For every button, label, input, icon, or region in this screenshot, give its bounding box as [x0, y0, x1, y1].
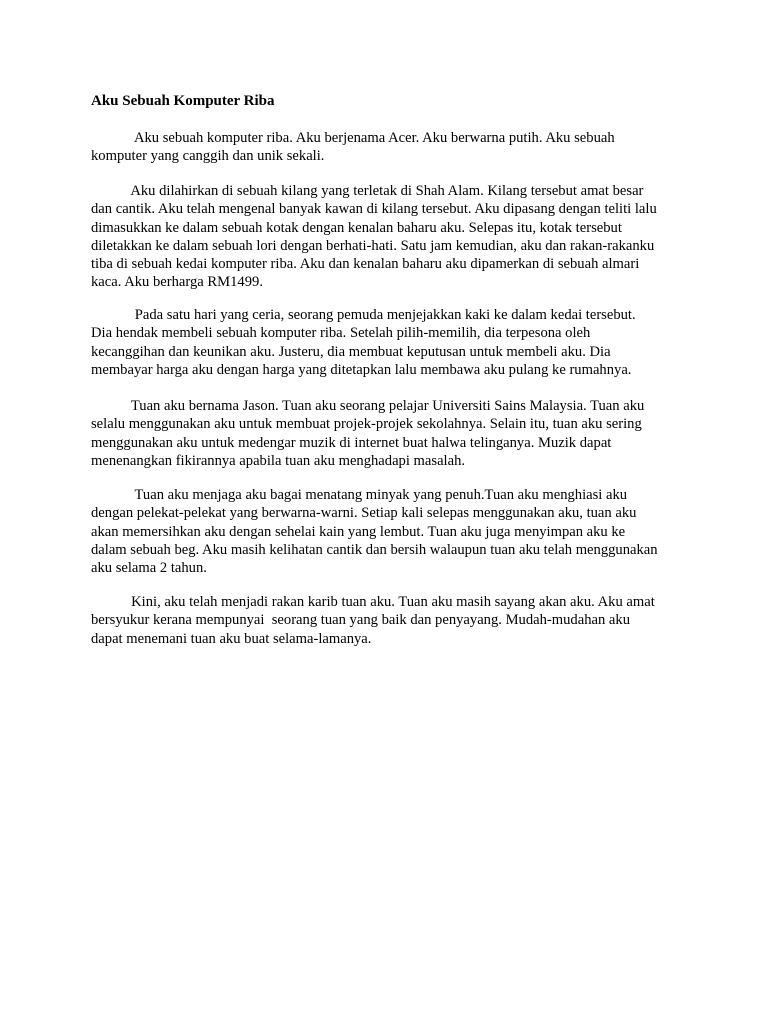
paragraph-line: Tuan aku bernama Jason. Tuan aku seorang pelajar Universiti Sains Malaysia. Tuan aku [91, 398, 645, 414]
paragraph-line: membayar harga aku dengan harga yang ditetapkan lalu membawa aku pulang ke rumahnya. [91, 361, 632, 378]
paragraph-line: kaca. Aku berharga RM1499. [91, 274, 263, 291]
paragraph-line: Pada satu hari yang ceria, seorang pemuda menjejakkan kaki ke dalam kedai tersebut. [91, 307, 636, 323]
paragraph-line: selalu menggunakan aku untuk membuat projek-projek sekolahnya. Selain itu, tuan aku sering [91, 416, 642, 433]
paragraph-line: dengan pelekat-pelekat yang berwarna-warni. Setiap kali selepas menggunakan aku, tuan aku [91, 505, 637, 522]
paragraph-line: diletakkan ke dalam sebuah lori dengan berhati-hati. Satu jam kemudian, aku dan rakan-rakanku [91, 237, 655, 254]
paragraph-line: dalam sebuah beg. Aku masih kelihatan cantik dan bersih walaupun tuan aku telah menggunakan [91, 541, 658, 558]
paragraph-line: tiba di sebuah kedai komputer riba. Aku dan kenalan baharu aku dipamerkan di sebuah almari [91, 256, 640, 273]
paragraph-line: Dia hendak membeli sebuah komputer riba. Setelah pilih-memilih, dia terpesona oleh [91, 325, 591, 342]
paragraph-line: Tuan aku menjaga aku bagai menatang minyak yang penuh.Tuan aku menghiasi aku [91, 487, 628, 503]
paragraph-6 [91, 593, 691, 648]
paragraph-line: menenangkan fikirannya apabila tuan aku menghadapi masalah. [91, 452, 466, 469]
paragraph-line: kecanggihan dan keunikan aku. Justeru, dia membuat keputusan untuk membeli aku. Dia [91, 343, 611, 360]
paragraph-line: komputer yang canggih dan unik sekali. [91, 148, 325, 165]
paragraph-line: dan cantik. Aku telah mengenal banyak kawan di kilang tersebut. Aku dipasang dengan teliti lalu [91, 201, 657, 218]
paragraph-2 [91, 182, 691, 292]
paragraph-3 [91, 306, 691, 379]
paragraph-line: menggunakan aku untuk medengar muzik di internet buat halwa telinganya. Muzik dapat [91, 434, 612, 451]
paragraph-line: bersyukur kerana mempunyai seorang tuan yang baik dan penyayang. Mudah-mudahan aku [91, 612, 630, 629]
paragraph-4 [91, 397, 691, 470]
paragraph-line: aku selama 2 tahun. [91, 560, 207, 577]
paragraph-line: Aku dilahirkan di sebuah kilang yang terletak di Shah Alam. Kilang tersebut amat besar [91, 183, 644, 199]
paragraph-line: Aku sebuah komputer riba. Aku berjenama Acer. Aku berwarna putih. Aku sebuah [91, 130, 615, 146]
paragraph-line: dapat menemani tuan aku buat selama-lamanya. [91, 630, 372, 647]
paragraph-5 [91, 486, 691, 577]
paragraph-line: akan memersihkan aku dengan sehelai kain yang lembut. Tuan aku juga menyimpan aku ke [91, 523, 626, 540]
document-title: Aku Sebuah Komputer Riba [91, 93, 275, 109]
paragraph-1 [91, 129, 691, 166]
paragraph-line: Kini, aku telah menjadi rakan karib tuan aku. Tuan aku masih sayang akan aku. Aku amat [91, 594, 655, 610]
paragraph-line: dimasukkan ke dalam sebuah kotak dengan kenalan baharu aku. Selepas itu, kotak tersebut [91, 219, 622, 236]
